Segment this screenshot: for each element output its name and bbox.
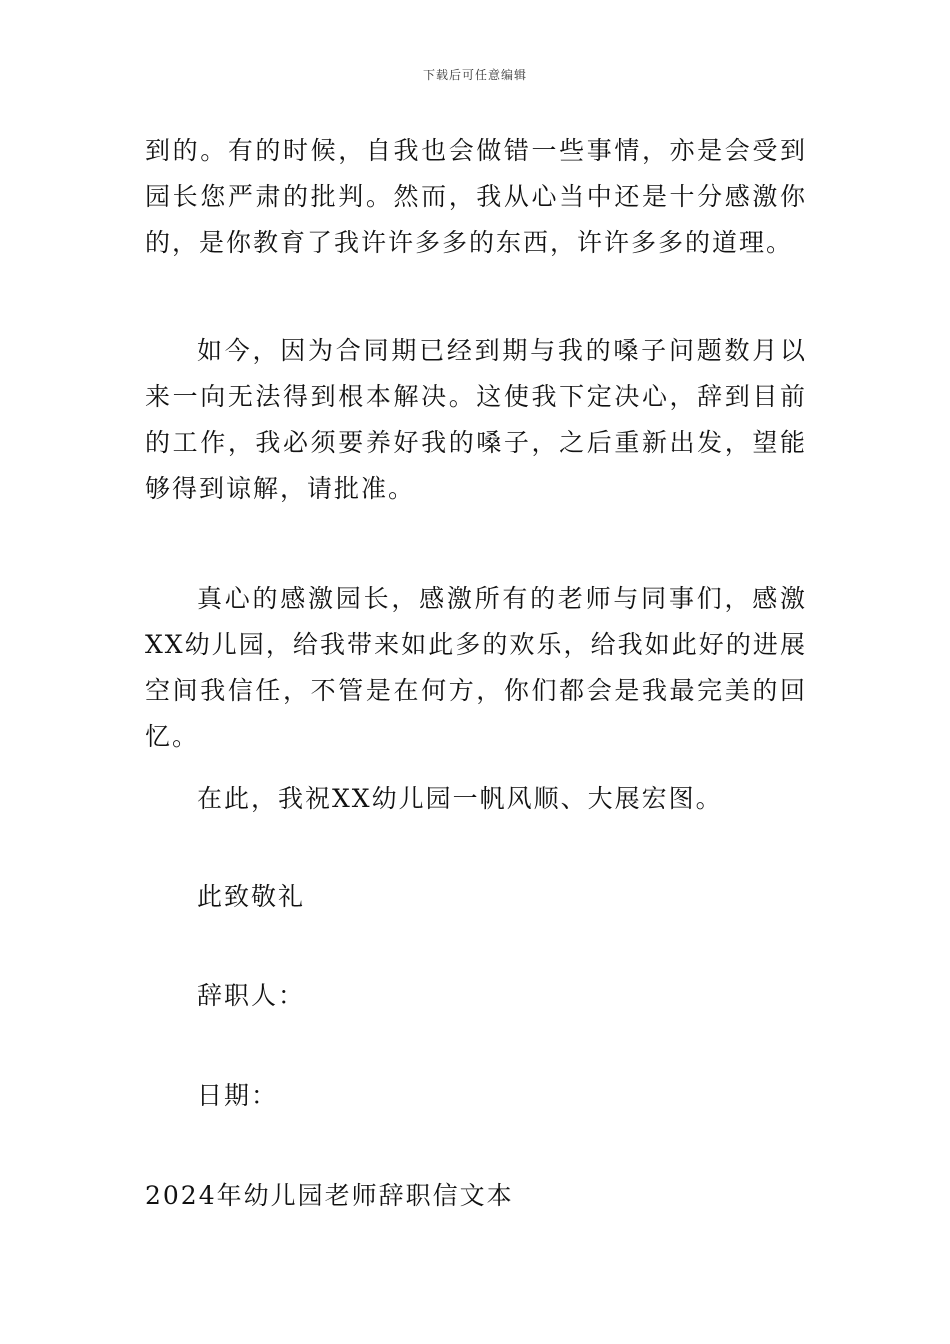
date-line: 日期：: [197, 1081, 279, 1110]
paragraph-thanks: 真心的感激园长，感激所有的老师与同事们，感激XX幼儿园，给我带来如此多的欢乐，给我如此好的进展空间我信任，不管是在何方，你们都会是我最完美的回忆。: [145, 584, 807, 751]
next-section-title: 2024年幼儿园老师辞职信文本: [145, 1181, 514, 1210]
page-header: 下载后可任意编辑: [422, 68, 527, 82]
paragraph-gratitude-continued: 到的。有的时候，自我也会做错一些事情，亦是会受到园长您严肃的批判。然而，我从心当中还是十分感激你的，是你教育了我许许多多的东西，许许多多的道理。: [145, 136, 807, 257]
paragraph-resignation-reason: 如今，因为合同期已经到期与我的嗓子问题数月以来一向无法得到根本解决。这使我下定决心，辞到目前的工作，我必须要养好我的嗓子，之后重新出发，望能够得到谅解，请批准。: [145, 336, 807, 503]
paragraph-wishes: 在此，我祝XX幼儿园一帆风顺、大展宏图。: [197, 784, 723, 813]
signature-line: 辞职人：: [197, 981, 306, 1010]
closing-salutation: 此致敬礼: [197, 882, 306, 911]
